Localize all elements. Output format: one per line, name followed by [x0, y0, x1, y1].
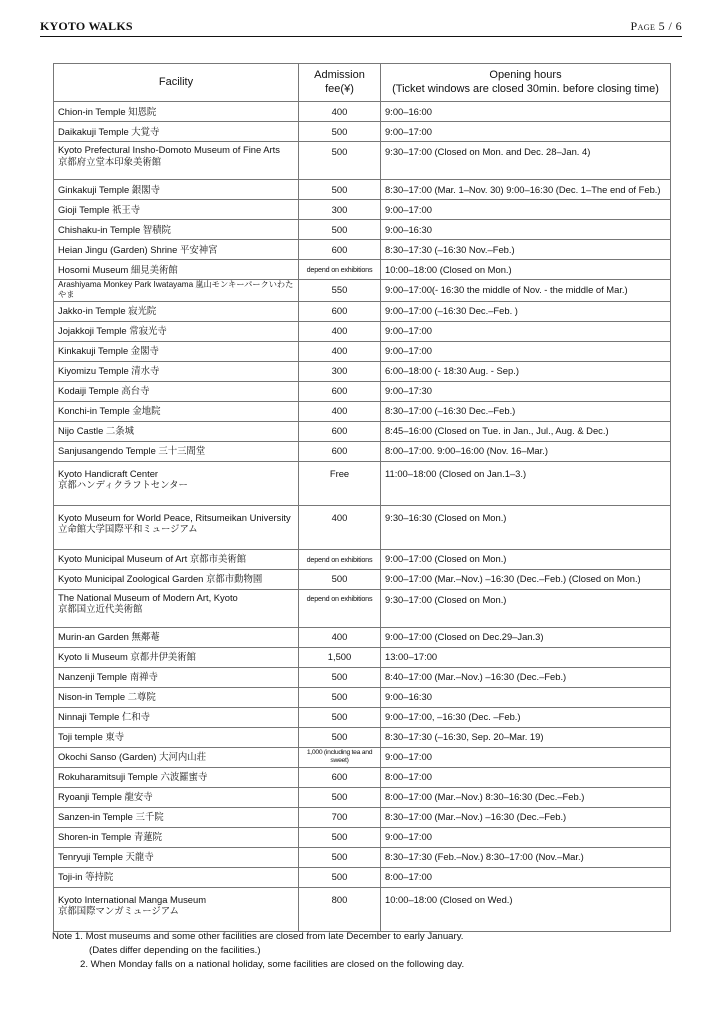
admission-fee: Free [299, 461, 381, 505]
admission-fee: depend on exhibitions [299, 549, 381, 569]
table-row [54, 667, 671, 687]
table-row [54, 142, 671, 180]
admission-fee: 600 [299, 240, 381, 260]
opening-hours: 9:00–17:00 [381, 122, 671, 142]
admission-fee: 600 [299, 381, 381, 401]
facility-name [54, 321, 299, 341]
admission-fee: 600 [299, 421, 381, 441]
table-row [54, 549, 671, 569]
opening-hours: 10:00–18:00 (Closed on Mon.) [381, 260, 671, 280]
admission-fee: 400 [299, 627, 381, 647]
facility-name [54, 767, 299, 787]
table-row [54, 200, 671, 220]
admission-fee: 400 [299, 401, 381, 421]
opening-hours: 8:30–17:30 (–16:30, Sep. 20–Mar. 19) [381, 727, 671, 747]
admission-fee: 500 [299, 569, 381, 589]
facility-name-en: Nison-in Temple 二尊院 [58, 691, 156, 703]
page-header [40, 18, 682, 34]
table-row [54, 122, 671, 142]
facility-name-ja: 京都国際マンガミュージアム [58, 905, 179, 917]
opening-hours: 9:00–17:00(- 16:30 the middle of Nov. - the middle of Mar.) [381, 280, 671, 302]
table-row [54, 301, 671, 321]
table-row [54, 807, 671, 827]
facility-name-ja: 京都国立近代美術館 [58, 603, 143, 615]
facility-name-en: Kyoto Ii Museum 京都井伊美術館 [58, 651, 197, 663]
facility-name [54, 807, 299, 827]
admission-fee: 500 [299, 707, 381, 727]
opening-hours: 9:00–17:00, –16:30 (Dec. –Feb.) [381, 707, 671, 727]
table-row [54, 102, 671, 122]
facility-name-en: Kyoto Municipal Zoological Garden 京都市動物園 [58, 573, 263, 585]
facility-name-en: Jakko-in Temple 寂光院 [58, 305, 157, 317]
admission-fee: 600 [299, 441, 381, 461]
facility-name-en: Daikakuji Temple 大覚寺 [58, 125, 160, 137]
opening-hours: 9:30–17:00 (Closed on Mon. and Dec. 28–Jan. 4) [381, 142, 671, 180]
opening-hours: 8:00–17:00 [381, 867, 671, 887]
table-row [54, 441, 671, 461]
facility-name [54, 627, 299, 647]
facility-name-en: Tenryuji Temple 天龍寺 [58, 851, 154, 863]
facility-name [54, 260, 299, 280]
facility-name [54, 421, 299, 441]
facility-name-en: Kyoto Municipal Museum of Art 京都市美術館 [58, 553, 247, 565]
facility-name-en: Ginkakuji Temple 銀閣寺 [58, 183, 160, 195]
header-fee-line2: fee(¥) [325, 82, 354, 95]
table-row [54, 505, 671, 549]
facility-name-en: Kyoto Handicraft Center [58, 467, 159, 479]
facility-name [54, 341, 299, 361]
table-row [54, 867, 671, 887]
facility-name-en: Konchi-in Temple 金地院 [58, 405, 161, 417]
facility-name [54, 787, 299, 807]
note-1: Note 1. Most museums and some other facilities are closed from late December to early January. [52, 931, 464, 942]
facility-name [54, 667, 299, 687]
opening-hours: 9:00–16:30 [381, 687, 671, 707]
table-row [54, 180, 671, 200]
facility-name [54, 461, 299, 505]
facility-name [54, 381, 299, 401]
table-row [54, 361, 671, 381]
opening-hours: 9:00–16:00 [381, 102, 671, 122]
table-row [54, 647, 671, 667]
facility-name [54, 867, 299, 887]
facility-name-en: Kodaiji Temple 高台寺 [58, 385, 150, 397]
table-row [54, 401, 671, 421]
admission-fee: 500 [299, 787, 381, 807]
admission-fee: 400 [299, 505, 381, 549]
table-row [54, 341, 671, 361]
opening-hours: 9:00–17:00 [381, 200, 671, 220]
table-row [54, 569, 671, 589]
opening-hours: 9:00–17:00 (Closed on Dec.29–Jan.3) [381, 627, 671, 647]
facility-name-en: Toji-in 等持院 [58, 871, 114, 883]
facility-name [54, 240, 299, 260]
facility-name-en: Ryoanji Temple 龍安寺 [58, 791, 153, 803]
notes [52, 930, 692, 972]
facility-name [54, 589, 299, 627]
table-row [54, 321, 671, 341]
header-facility: Facility [54, 64, 299, 102]
facility-name [54, 505, 299, 549]
facility-name-en: Murin-an Garden 無鄰菴 [58, 631, 160, 643]
opening-hours: 9:00–17:00 [381, 321, 671, 341]
admission-fee: depend on exhibitions [299, 589, 381, 627]
table-row [54, 707, 671, 727]
opening-hours: 8:30–17:00 (Mar. 1–Nov. 30) 9:00–16:30 (Dec. 1–The end of Feb.) [381, 180, 671, 200]
facility-name [54, 200, 299, 220]
facility-name-ja: 京都ハンディクラフトセンター [58, 479, 188, 491]
facility-name-en: Toji temple 東寺 [58, 731, 125, 743]
opening-hours: 9:00–17:00 (Mar.–Nov.) –16:30 (Dec.–Feb.) (Closed on Mon.) [381, 569, 671, 589]
facility-name [54, 549, 299, 569]
admission-fee: 400 [299, 102, 381, 122]
facility-name-en: Chishaku-in Temple 智積院 [58, 223, 171, 235]
admission-fee: 1,500 [299, 647, 381, 667]
facility-name [54, 361, 299, 381]
table-row [54, 381, 671, 401]
opening-hours: 9:00–17:00 [381, 827, 671, 847]
admission-fee: 500 [299, 847, 381, 867]
facility-name-en: Heian Jingu (Garden) Shrine 平安神宮 [58, 243, 218, 255]
admission-fee: 500 [299, 827, 381, 847]
admission-fee: 600 [299, 767, 381, 787]
facility-name [54, 441, 299, 461]
facility-name-en: Nanzenji Temple 南禅寺 [58, 671, 158, 683]
admission-fee: 1,000 (including tea and sweet) [299, 747, 381, 767]
opening-hours: 8:45–16:00 (Closed on Tue. in Jan., Jul., Aug. & Dec.) [381, 421, 671, 441]
table-row [54, 627, 671, 647]
header-fee-line1: Admission [314, 68, 365, 81]
header-admission-fee [299, 64, 381, 102]
opening-hours: 9:00–17:00 [381, 341, 671, 361]
facility-name [54, 647, 299, 667]
table-row [54, 260, 671, 280]
facility-name-en: The National Museum of Modern Art, Kyoto [58, 591, 238, 603]
table-row [54, 280, 671, 302]
header-hours-line2: (Ticket windows are closed 30min. before closing time) [392, 82, 659, 95]
facility-name-en: Kiyomizu Temple 清水寺 [58, 365, 160, 377]
table-row [54, 461, 671, 505]
opening-hours: 9:00–17:00 [381, 747, 671, 767]
table-row [54, 687, 671, 707]
facility-name-en: Kyoto Museum for World Peace, Ritsumeikan University [58, 511, 291, 523]
brand-title: KYOTO WALKS [40, 19, 133, 33]
facility-name [54, 707, 299, 727]
opening-hours: 8:40–17:00 (Mar.–Nov.) –16:30 (Dec.–Feb.) [381, 667, 671, 687]
facility-name [54, 827, 299, 847]
facility-name [54, 847, 299, 867]
facility-name [54, 569, 299, 589]
opening-hours: 8:30–17:00 (–16:30 Dec.–Feb.) [381, 401, 671, 421]
opening-hours: 11:00–18:00 (Closed on Jan.1–3.) [381, 461, 671, 505]
facility-name-en: Sanzen-in Temple 三千院 [58, 811, 164, 823]
admission-fee: 800 [299, 887, 381, 931]
admission-fee: depend on exhibitions [299, 260, 381, 280]
table-row [54, 589, 671, 627]
admission-fee: 400 [299, 321, 381, 341]
facility-name-en: Gioji Temple 祇王寺 [58, 203, 141, 215]
opening-hours: 9:00–17:00 (Closed on Mon.) [381, 549, 671, 569]
table-header-row [54, 64, 671, 102]
opening-hours: 9:30–17:00 (Closed on Mon.) [381, 589, 671, 627]
facility-name-en: Jojakkoji Temple 常寂光寺 [58, 325, 167, 337]
admission-fee: 500 [299, 142, 381, 180]
table-row [54, 421, 671, 441]
facility-name [54, 122, 299, 142]
facility-name [54, 180, 299, 200]
admission-fee: 500 [299, 122, 381, 142]
admission-fee: 600 [299, 301, 381, 321]
facility-name [54, 102, 299, 122]
opening-hours: 9:00–17:00 (–16:30 Dec.–Feb. ) [381, 301, 671, 321]
facility-name-ja: 京都府立堂本印象美術館 [58, 155, 162, 167]
admission-fee: 550 [299, 280, 381, 302]
note-1-detail: (Dates differ depending on the facilities.) [89, 945, 261, 956]
facility-name-en: Kyoto International Manga Museum [58, 893, 206, 905]
admission-fee: 700 [299, 807, 381, 827]
admission-fee: 300 [299, 200, 381, 220]
facility-name-en: Chion-in Temple 知恩院 [58, 105, 157, 117]
opening-hours: 9:00–16:30 [381, 220, 671, 240]
facility-name-ja: 立命館大学国際平和ミュージアム [58, 523, 198, 535]
opening-hours: 6:00–18:00 (- 18:30 Aug. - Sep.) [381, 361, 671, 381]
table-row [54, 240, 671, 260]
table-row [54, 220, 671, 240]
opening-hours: 8:00–17:00 (Mar.–Nov.) 8:30–16:30 (Dec.–Feb.) [381, 787, 671, 807]
opening-hours: 10:00–18:00 (Closed on Wed.) [381, 887, 671, 931]
facility-name [54, 280, 299, 302]
note-2: 2. When Monday falls on a national holiday, some facilities are closed on the following day. [80, 959, 465, 970]
admission-fee: 400 [299, 341, 381, 361]
facility-name-en: Ninnaji Temple 仁和寺 [58, 711, 151, 723]
facility-name-en: Shoren-in Temple 青蓮院 [58, 831, 163, 843]
opening-hours: 8:30–17:30 (–16:30 Nov.–Feb.) [381, 240, 671, 260]
table-row [54, 747, 671, 767]
facility-name [54, 747, 299, 767]
facility-name-en: Sanjusangendo Temple 三十三間堂 [58, 445, 206, 457]
opening-hours: 8:30–17:00 (Mar.–Nov.) –16:30 (Dec.–Feb.) [381, 807, 671, 827]
facility-name [54, 727, 299, 747]
opening-hours: 8:00–17:00 [381, 767, 671, 787]
facility-name [54, 687, 299, 707]
header-rule [40, 36, 682, 37]
facility-name [54, 220, 299, 240]
facility-name-en: Kyoto Prefectural Insho-Domoto Museum of Fine Arts [58, 144, 280, 155]
facility-name-en: Okochi Sanso (Garden) 大河内山荘 [58, 751, 206, 763]
facility-name-en: Kinkakuji Temple 金閣寺 [58, 345, 159, 357]
facility-name [54, 142, 299, 180]
table-row [54, 887, 671, 931]
page-number: Page 5 / 6 [630, 19, 682, 33]
table-row [54, 847, 671, 867]
admission-fee: 500 [299, 687, 381, 707]
facility-name-en: Arashiyama Monkey Park Iwatayama 嵐山モンキーパークいわたやま [58, 280, 294, 300]
admission-fee: 300 [299, 361, 381, 381]
admission-fee: 500 [299, 867, 381, 887]
header-opening-hours [381, 64, 671, 102]
opening-hours: 8:00–17:00. 9:00–16:00 (Nov. 16–Mar.) [381, 441, 671, 461]
table-row [54, 787, 671, 807]
opening-hours: 9:00–17:30 [381, 381, 671, 401]
admission-fee: 500 [299, 727, 381, 747]
opening-hours: 9:30–16:30 (Closed on Mon.) [381, 505, 671, 549]
facility-name-en: Hosomi Museum 細見美術館 [58, 263, 178, 275]
facility-name-en: Nijo Castle 二条城 [58, 425, 135, 437]
admission-fee: 500 [299, 220, 381, 240]
table-row [54, 727, 671, 747]
facilities-table [53, 63, 671, 932]
table-row [54, 827, 671, 847]
facility-name [54, 887, 299, 931]
admission-fee: 500 [299, 667, 381, 687]
facility-name [54, 301, 299, 321]
table-row [54, 767, 671, 787]
admission-fee: 500 [299, 180, 381, 200]
facility-name [54, 401, 299, 421]
opening-hours: 13:00–17:00 [381, 647, 671, 667]
facility-name-en: Rokuharamitsuji Temple 六波羅蜜寺 [58, 771, 208, 783]
opening-hours: 8:30–17:30 (Feb.–Nov.) 8:30–17:00 (Nov.–Mar.) [381, 847, 671, 867]
header-hours-line1: Opening hours [489, 68, 562, 81]
